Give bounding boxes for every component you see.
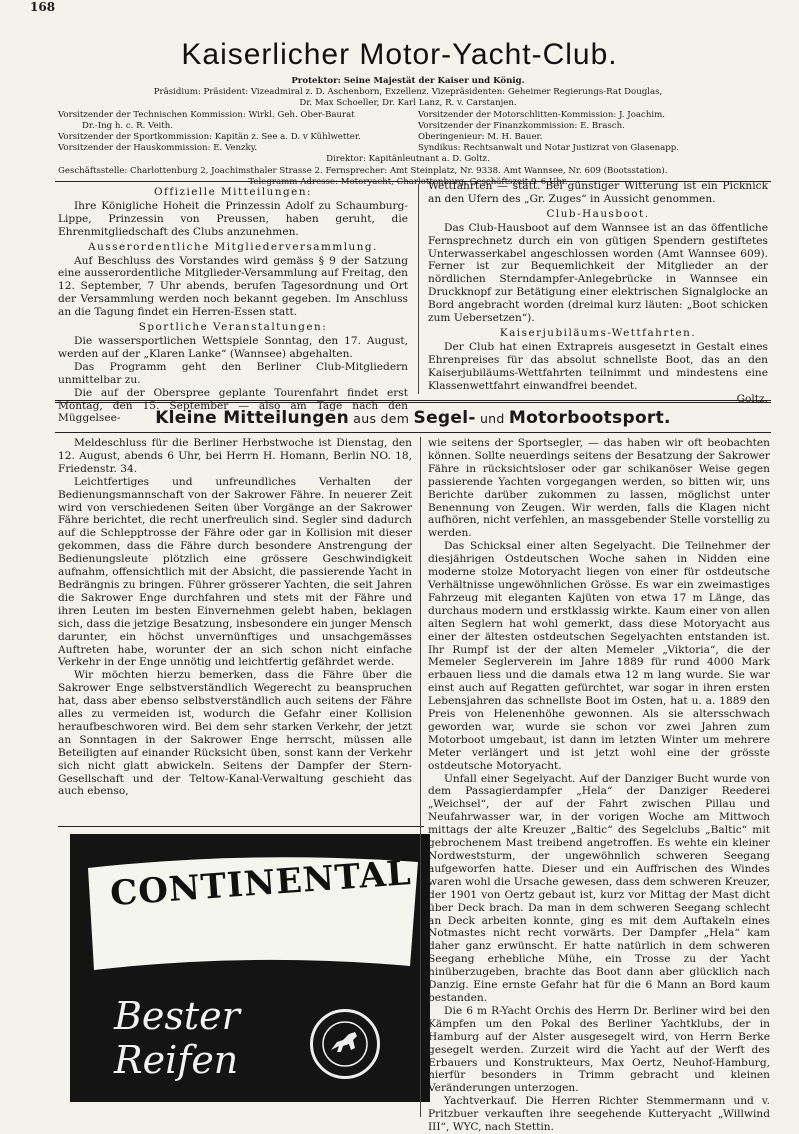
- news-right-paragraph-2: Das Schicksal einer alten Segelyacht. Die Teilnehmer der diesjährigen Ostdeutschen Woche sahen in Nidden eine moderne stolze Motoryacht liegen von einer für ostdeutsche Verhältnisse ungewöhnlichen Grösse. Es war ein zweimastiges Fahrzeug mit eleganten Kajüten von etwa 17 m Länge, das durchaus modern und erstklassig wirkte. Kaum einer von allen alten Seglern hat wohl gemerkt, dass diese Motoryacht aus einer der ältesten ostdeutschen Segelyachten entstanden ist. Ihr Rumpf ist der der alten Memeler „Viktoria“, die der Memeler Seglerverein im Jahre 1889 für rund 4000 Mark erbauen liess und die damals etwa 12 m lang wurde. Sie war einst auch auf Regatten gefürchtet, war sogar in ihren ersten Lebensjahren das schnellste Boot im Osten, hat u. a. 1889 den Preis von Helenenhöhe gewonnen. Als sie altersschwach geworden war, wurde sie schon vor zwei Jahren zum Motorboot umgebaut, ist dann im letzten Winter um mehrere Meter verlängert und ist jetzt wohl eine der grösste ostdeutsche Motoryacht.: [428, 540, 770, 772]
- official-paragraph-1: Ihre Königliche Hoheit die Prinzessin Adolf zu Schaumburg-Lippe, Prinzessin von Preussen, haben geruht, die Ehrenmitgliedschaft des Clubs anzunehmen.: [58, 199, 408, 238]
- signature: Goltz.: [736, 392, 768, 405]
- column-divider-top: [418, 184, 419, 394]
- official-right-column: [428, 180, 768, 405]
- board-right-4: Syndikus: Rechtsanwalt und Notar Justizrat von Glasenapp.: [418, 143, 680, 154]
- ad-tagline-1: Bester: [114, 994, 240, 1038]
- official-left-column: [58, 184, 408, 425]
- events-heading: Sportliche Veranstaltungen:: [138, 321, 328, 334]
- official-paragraph-6: Wettfahrten — statt. Bei günstiger Witterung ist ein Picknick an den Ufern des „Gr. Zuges“ in Aussicht genommen.: [428, 180, 768, 205]
- news-left-paragraph-1: Meldeschluss für die Berliner Herbstwoche ist Dienstag, den 12. August, abends 6 Uhr, bei Herrn H. Homann, Berlin NO. 18, Friedenstr. 34.: [58, 437, 412, 475]
- official-heading: Offizielle Mitteilungen:: [153, 186, 313, 198]
- section-title-part-e: Motorbootsport.: [508, 408, 671, 428]
- office-line: Geschäftsstelle: Charlottenburg 2, Joachimsthaler Strasse 2. Fernsprecher: Amt Steinplatz, Nr. 9338. Amt Wannsee, Nr. 609 (Bootsstation).: [58, 165, 668, 176]
- board-right-3: Oberingenieur: M. H. Bauer.: [418, 132, 543, 143]
- news-right-paragraph-5: Yachtverkauf. Die Herren Richter Stemmermann und v. Pritzbuer verkauften ihre seegehende Kutteryacht „Willwind III“, WYC, nach Stettin.: [428, 1095, 770, 1134]
- board-left-3: Vorsitzender der Sportkommission: Kapitän z. See a. D. v Kühlwetter.: [58, 132, 361, 143]
- presidium-line-2: Dr. Max Schoeller, Dr. Karl Lanz, R. v. Carstanjen.: [299, 98, 517, 109]
- board-left-4: Vorsitzender der Hauskommission: E. Venzky.: [58, 143, 258, 154]
- news-right-paragraph-1: wie seitens der Sportsegler, — das haben wir oft beobachten können. Sollte neuerdings seitens der Besatzung der Sakrower Fähre in rücksichtsloser oder gar schikanöser Weise gegen passierende Yachten vorgegangen werden, so bitten wir, uns Berichte darüber zukommen zu lassen, möglichst unter Benennung von Zeugen. Wir werden, falls die Klagen nicht aufhören, nicht verfehlen, an massgebender Stelle vorstellig zu werden.: [428, 437, 770, 540]
- page-title: Kaiserlicher Motor-Yacht-Club.: [181, 38, 618, 71]
- assembly-heading: Ausserordentliche Mitgliederversammlung.: [88, 240, 378, 253]
- ad-tagline-2: Reifen: [114, 1038, 239, 1082]
- presidium-line-1: Präsidium: Präsident: Vizeadmiral z. D. Aschenborn, Exzellenz. Vizepräsidenten: Geheimer Regierungs-Rat Douglas,: [153, 87, 663, 98]
- houseboat-heading: Club-Hausboot.: [546, 207, 650, 220]
- board-row-2: [58, 121, 758, 132]
- board-right-2: Vorsitzender der Finanzkommission: E. Brasch.: [418, 120, 625, 131]
- board-row-4: [58, 143, 758, 154]
- section-title-part-d: und: [475, 411, 509, 426]
- news-right-column: [428, 437, 770, 1134]
- section-title-part-c: Segel-: [413, 408, 476, 428]
- ad-brand-name: CONTINENTAL: [108, 853, 413, 915]
- board-right-1: Vorsitzender der Motorschlitten-Kommission: J. Joachim.: [418, 109, 665, 120]
- board-left-2: Dr.-Ing h. c. R. Veith.: [82, 120, 174, 131]
- ad-top-rule: [58, 826, 424, 827]
- news-left-paragraph-3: Wir möchten hierzu bemerken, dass die Fähre über die Sakrower Enge selbstverständlich Wegerecht zu beanspruchen hat, dass aber ebenso selbstverständlich auch seitens der Fähre alles zu vermeiden ist, wodurch die Gefahr einer Kollision heraufbeschworen wird. Bei dem sehr starken Verkehr, der jetzt an Sonntagen in der Sakrower Enge herrscht, müssen alle Beteiligten auf einander Rücksicht üben, sonst kann der Verkehr sich nicht glatt abwickeln. Seitens der Dampfer der Stern-Gesellschaft und der Teltow-Kanal-Verwaltung geschieht das auch ebenso,: [58, 669, 412, 798]
- board-row-3: [58, 132, 758, 143]
- section-title: [55, 408, 771, 428]
- club-header: [58, 76, 758, 188]
- jubilee-heading: Kaiserjubiläums-Wettfahrten.: [499, 326, 697, 339]
- section-divider: [55, 400, 771, 403]
- director-line: Direktor: Kapitänleutnant a. D. Goltz.: [326, 154, 490, 165]
- official-paragraph-3: Die wassersportlichen Wettspiele Sonntag, den 17. August, werden auf der „Klaren Lanke“ (Wannsee) abgehalten.: [58, 334, 408, 360]
- section-title-underline: [55, 432, 771, 433]
- telegram-line: Telegramm-Adresse: Motoryacht, Charlottenburg. Geschäftszeit 9–6 Uhr.: [248, 176, 568, 187]
- news-right-paragraph-4: Die 6 m R-Yacht Orchis des Herrn Dr. Berliner wird bei den Kämpfen um den Pokal des Berliner Yachtklubs, der in Hamburg auf der Alster ausgesegelt wird, von Herrn Berke gesegelt werden. Zurzeit wird die Yacht auf der Werft des Erbauers und Konstrukteurs, Max Oertz, Neuhof-Hamburg, hierfür besonders in Trimm gebracht und kleinen Veränderungen unterzogen.: [428, 1004, 770, 1095]
- continental-advertisement: [70, 834, 430, 1102]
- column-divider-bottom: [420, 437, 421, 1117]
- board-left-1: Vorsitzender der Technischen Kommission: Wirkl. Geh. Ober-Baurat: [58, 109, 355, 120]
- protector-line: Protektor: Seine Majestät der Kaiser und König.: [291, 76, 525, 86]
- news-left-column: [58, 437, 412, 798]
- official-paragraph-7: Das Club-Hausboot auf dem Wannsee ist an das öffentliche Fernsprechnetz durch ein von gütigen Spendern gestiftetes Unterwasserkabel angeschlossen worden (Amt Wannsee 609). Ferner ist zur Bequemlichkeit der Mitglieder an der nördlichen Sterndampfer-Anlegebrücke in Wannsee ein Druckknopf zur Betätigung einer elektrischen Signalglocke an Bord angebracht worden (dreimal kurz läuten: „Boot schicken zum Uebersetzen“).: [428, 221, 768, 325]
- official-paragraph-2: Auf Beschluss des Vorstandes wird gemäss § 9 der Satzung eine ausserordentliche Mitglieder-Versammlung auf Freitag, den 12. September, 7 Uhr abends, berufen Tagesordnung und Ort der Versammlung werden noch bekannt gegeben. Im Anschluss an die Tagung findet ein Herren-Essen statt.: [58, 254, 408, 319]
- official-paragraph-8: Der Club hat einen Extrapreis ausgesetzt in Gestalt eines Ehrenpreises für das absolut schnellste Boot, das an den Kaiserjubiläums-Wettfahrten teilnimmt und mindestens eine Klassenwettfahrt einwandfrei beendet.: [428, 340, 768, 392]
- page-number: 168: [30, 0, 56, 14]
- news-left-paragraph-2: Leichtfertiges und unfreundliches Verhalten der Bedienungsmannschaft von der Sakrower Fähre. In neuerer Zeit wird von verschiedenen Seiten über Vorgänge an der Sakrower Fähre berichtet, die recht unerfreulich sind. Segler sind dadurch auf die Schlepptrosse der Fähre oder gar in Kollision mit dieser gekommen, dass die Fähre durch besondere Anstrengung der Bedienungsleute plötzlich eine grössere Geschwindigkeit aufnahm, offensichtlich mit der Absicht, die passierende Yacht in Bedrängnis zu bringen. Führer grösserer Yachten, die seit Jahren die Sakrower Enge durchfahren und stets mit der Fähre und ihren Leuten im besten Einvernehmen gelebt haben, beklagen sich, dass die jetzige Besatzung, insbesondere ein junger Mensch darunter, ein höchst unvernünftiges und unsachgemässes Auftreten habe, worunter der an sich schon nicht einfache Verkehr in der Enge unnötig und leichtfertig gefährdet werde.: [58, 475, 412, 669]
- board-row-1: [58, 110, 758, 121]
- section-title-part-b: aus dem: [349, 411, 414, 426]
- section-title-part-a: Kleine Mitteilungen: [155, 408, 349, 428]
- official-paragraph-4: Das Programm geht den Berliner Club-Mitgliedern unmittelbar zu.: [58, 360, 408, 386]
- official-paragraph-5: Die auf der Oberspree geplante Tourenfahrt findet erst Montag, den 15. September — also am Tage nach den Müggelsee-: [58, 386, 408, 425]
- news-right-paragraph-3: Unfall einer Segelyacht. Auf der Danziger Bucht wurde von dem Passagierdampfer „Hela“ der Danziger Reederei „Weichsel“, der auf der Fahrt zwischen Pillau und Neufahrwasser war, in der vorigen Woche am Mittwoch mittags der alte Kreuzer „Baltic“ des Segelclubs „Baltic“ mit gebrochenem Mast treibend angetroffen. Es wehte ein kleiner Nordweststurm, der ungewöhnlich schweren Seegang aufgeworfen hatte. Dieser und ein Auffrischen des Windes waren wohl die Ursache gewesen, dass dem schweren Kreuzer, der 1901 von Oertz gebaut ist, kurz vor Mittag der Mast dicht über Deck brach. Da man in dem schweren Seegang schlecht an Deck arbeiten konnte, ging es mit dem Auftakeln eines Notmastes nicht recht vorwärts. Der Dampfer „Hela“ kam daher ganz erwünscht. Er hatte natürlich in dem schweren Seegang erhebliche Mühe, ein Trosse zu der Yacht hinüberzugeben, brachte das Boot dann aber glücklich nach Danzig. Eine ernste Gefahr hat für die 6 Mann an Bord kaum bestanden.: [428, 772, 770, 1004]
- horse-logo-icon: [310, 1009, 380, 1079]
